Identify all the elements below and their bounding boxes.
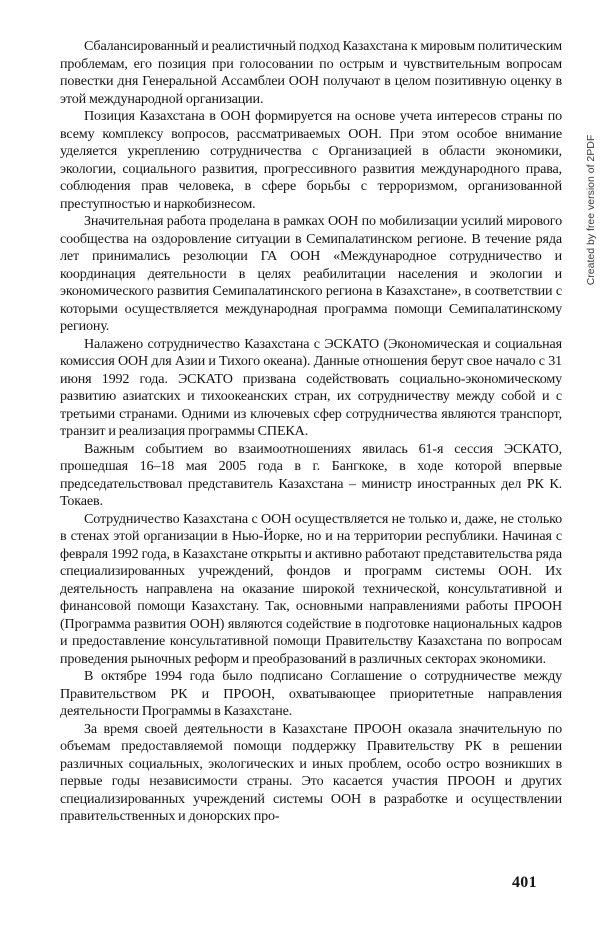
paragraph-3: Значительная работа проделана в рамках ООН по мобилизации усилий мирового сообщества на оздоровление ситуации в Семипалатинском регионе. В течение ряда лет принимались резолюции ГА ООН «Международное сотрудничество и координация деятельности в целях реабилитации населения и экологии и экономического развития Семипалатинского региона в Казахстане», в соответствии с которыми осуществляется международная программа помощи Семипалатинскому региону.	[60, 213, 562, 334]
paragraph-2: Позиция Казахстана в ООН формируется на основе учета интересов страны по всему комплексу вопросов, рассматриваемых ООН. При этом особое внимание уделяется укреплению сотрудничества с Организацией в области экономики, экологии, социального развития, прогрессивного развития международного права, соблюдения прав человека, в сфере борьбы с терроризмом, организованной преступностью и наркобизнесом.	[60, 108, 562, 212]
paragraph-8: За время своей деятельности в Казахстане ПРООН оказала значительную по объемам предоставляемой помощи поддержку Правительству РК в решении различных социальных, экологических и иных проблем, особо остро возникших в первые годы независимости страны. Это касается участия ПРООН и других специализированных учреждений системы ООН в разработке и осуществлении правительственных и донорских про-	[60, 720, 562, 824]
paragraph-4: Налажено сотрудничество Казахстана с ЭСКАТО (Экономическая и социальная комиссия ООН для Азии и Тихого океана). Данные отношения берут свое начало с 31 июня 1992 года. ЭСКАТО призвана содействовать социально-экономическому развитию азиатских и тихоокеанских стран, их сотрудничеству между собой и с третьими странами. Одними из ключевых сфер сотрудничества являются транспорт, транзит и реализация программы СПЕКА.	[60, 335, 562, 439]
paragraph-6: Сотрудничество Казахстана с ООН осуществляется не только и, даже, не столько в стенах этой организации в Нью-Йорке, но и на территории республики. Начиная с февраля 1992 года, в Казахстане открыты и активно работают представительства ряда специализированных учреждений, фондов и программ системы ООН. Их деятельность направлена на оказание широкой технической, консультативной и финансовой помощи Казахстану. Так, основными направлениями работы ПРООН (Программа развития ООН) являются содействие в подготовке национальных кадров и предоставление консультативной помощи Правительству Казахстана по вопросам проведения рыночных реформ и преобразований в различных секторах экономики.	[60, 510, 562, 667]
watermark: Created by free version of 2PDF	[585, 134, 597, 286]
paragraph-5: Важным событием во взаимоотношениях явилась 61-я сессия ЭСКАТО, прошедшая 16–18 мая 2005 года в г. Бангкоке, в ходе которой впервые председательствовал представитель Казахстана – министр иностранных дел РК К. Токаев.	[60, 440, 562, 509]
paragraph-7: В октябре 1994 года было подписано Соглашение о сотрудничестве между Правительством РК и ПРООН, охватывающее приоритетные направления деятельности Программы в Казахстане.	[60, 668, 562, 719]
page-number: 401	[512, 874, 537, 891]
paragraph-1: Сбалансированный и реалистичный подход Казахстана к мировым политическим проблемам, его позиция при голосовании по острым и чувствительным вопросам повестки дня Генеральной Ассамблеи ООН получают в целом позитивную оценку в этой международной организации.	[60, 38, 562, 107]
page-body	[60, 38, 562, 826]
